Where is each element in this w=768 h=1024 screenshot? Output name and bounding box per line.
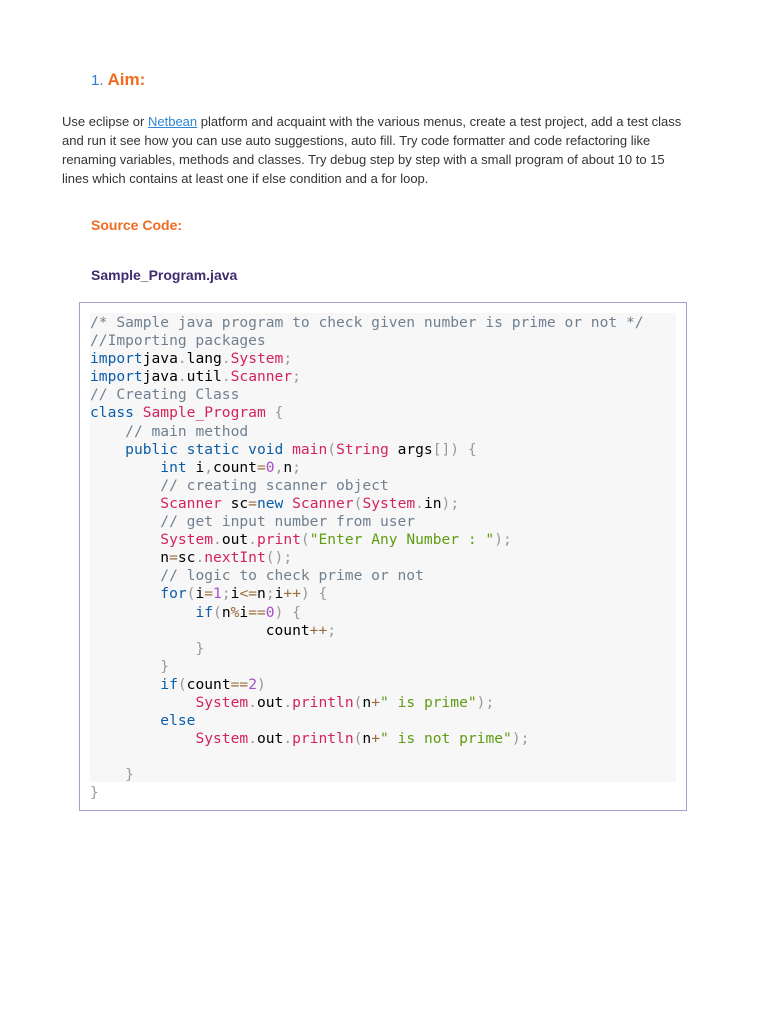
code-token: for [160, 585, 187, 603]
code-token: ( [353, 494, 363, 512]
code-token: . [283, 730, 293, 748]
code-token: 0 [265, 458, 275, 476]
code-token: ( [177, 675, 187, 693]
code-token [90, 531, 160, 548]
code-token: i [195, 585, 205, 603]
code-token: n [283, 458, 293, 476]
code-token: System [362, 494, 416, 512]
code-token: . [248, 730, 257, 748]
code-token [90, 567, 160, 584]
code-token: ++ [309, 621, 328, 639]
code-token: + [371, 730, 381, 748]
code-token: class [90, 404, 134, 422]
code-token: out [221, 531, 249, 549]
code-token: ( [213, 603, 222, 621]
aim-heading [91, 70, 145, 90]
code-token: out [256, 730, 284, 748]
code-token: n [362, 693, 372, 711]
code-token: count [186, 675, 231, 693]
code-token: /* Sample java program to check given number is prime or not */ [90, 314, 644, 331]
code-token: . [415, 494, 424, 512]
code-token: , [204, 458, 214, 476]
code-token: } [195, 639, 205, 657]
aim-number: 1. [91, 72, 104, 89]
code-line [90, 640, 644, 658]
code-token [90, 640, 195, 657]
code-token: ; [327, 621, 337, 639]
code-token: count [90, 621, 310, 639]
code-token [90, 495, 160, 512]
code-token: . [213, 531, 222, 549]
code-token: args [388, 440, 433, 458]
code-token: ( [353, 693, 363, 711]
code-token [134, 404, 143, 421]
code-token: if [195, 603, 214, 621]
code-token: Scanner [160, 494, 222, 512]
code-token [90, 423, 125, 440]
code-token: . [221, 368, 231, 386]
code-token: Scanner [230, 368, 293, 386]
code-token: main [292, 440, 328, 458]
code-token: // logic to check prime or not [160, 567, 424, 585]
code-token: ); [476, 693, 495, 711]
code-token: n [362, 730, 372, 748]
code-line [90, 766, 644, 784]
code-token: " is not prime" [380, 730, 512, 748]
code-token: n [221, 603, 231, 621]
code-token: i [239, 603, 249, 621]
code-line [90, 730, 644, 748]
description-text-before: Use eclipse or [62, 114, 148, 129]
code-token [90, 766, 125, 783]
code-token: nextInt [204, 549, 266, 567]
code-line [90, 712, 644, 730]
code-token: { [265, 404, 284, 422]
code-line [90, 567, 644, 585]
code-token: int [160, 458, 187, 476]
code-token: ; [292, 458, 301, 476]
code-token: sc [221, 494, 249, 512]
code-token: ) { [300, 585, 328, 603]
code-line [90, 622, 644, 640]
code-line [90, 748, 644, 766]
code-token: ; [283, 350, 293, 368]
code-token: } [125, 766, 134, 784]
code-token: . [248, 693, 257, 711]
code-token: lang [186, 350, 222, 368]
code-token: 0 [265, 603, 275, 621]
code-token: ++ [283, 585, 301, 603]
code-token: ); [494, 531, 512, 549]
code-line [90, 441, 644, 459]
code-token: ) [256, 675, 266, 693]
code-token: % [230, 603, 240, 621]
code-token [90, 585, 160, 602]
code-token: ( [353, 730, 363, 748]
code-token [283, 441, 292, 458]
code-token: Scanner [292, 494, 354, 512]
source-code-heading: Source Code: [91, 217, 183, 233]
code-token: System [230, 350, 284, 368]
code-token [90, 513, 160, 530]
code-line [90, 658, 644, 676]
code-token: . [221, 350, 231, 368]
code-token: 2 [248, 675, 257, 693]
code-token: System [195, 693, 249, 711]
code-block [79, 302, 687, 811]
code-token: in [423, 494, 442, 512]
code-token: + [371, 693, 381, 711]
code-line [90, 694, 644, 712]
code-token: n [257, 585, 266, 603]
code-token [90, 477, 160, 494]
code-token: == [248, 603, 266, 621]
code-token: ( [327, 440, 337, 458]
code-token: ) { [274, 603, 301, 621]
code-token: // Creating Class [90, 386, 240, 404]
code-line [90, 368, 644, 386]
code-token: System [195, 730, 249, 748]
code-line [90, 350, 644, 368]
code-token: // creating scanner object [160, 476, 389, 494]
code-token: i [230, 585, 240, 603]
code-token: 1 [213, 585, 222, 603]
code-line [90, 513, 644, 531]
code-token: println [292, 693, 354, 711]
code-line [90, 332, 644, 350]
code-line [90, 423, 644, 441]
code-token: print [256, 531, 301, 549]
code-token: []) { [432, 440, 477, 458]
code-lines [90, 314, 644, 803]
code-line [90, 585, 644, 603]
code-token: i [274, 585, 284, 603]
code-token: util [186, 368, 222, 386]
code-token: new [256, 494, 284, 512]
code-token: , [274, 458, 284, 476]
file-name-heading: Sample_Program.java [91, 267, 238, 283]
code-token: ); [441, 494, 460, 512]
code-token: else [160, 712, 196, 730]
code-token: //Importing packages [90, 332, 266, 350]
code-token: ( [186, 585, 196, 603]
code-token: = [204, 585, 214, 603]
code-token: i [186, 458, 205, 476]
code-token: . [283, 693, 293, 711]
code-token: . [248, 531, 257, 549]
code-token [90, 730, 195, 747]
code-token [90, 658, 160, 675]
code-token: System [160, 531, 214, 549]
code-token: <= [239, 585, 258, 603]
code-token: . [177, 350, 187, 368]
code-token: . [177, 368, 187, 386]
code-token: out [256, 693, 284, 711]
aim-description [62, 112, 682, 188]
code-line [90, 459, 644, 477]
code-token: import [90, 350, 143, 368]
description-text-after: platform and acquaint with the various menus, create a test project, add a test class and run it see how you can use auto suggestions, auto fill. Try code formatter and code refactoring like renaming variables, methods and classes. Try debug step by step with a small program of about 10 to 15 lines which contains at least one if else condition and a for loop. [62, 114, 682, 186]
code-token: = [248, 494, 257, 512]
code-line [90, 676, 644, 694]
code-token: ( [300, 531, 310, 549]
code-token: count [213, 458, 257, 476]
code-token: // get input number from user [160, 513, 416, 531]
code-token: java [142, 368, 178, 386]
code-line [90, 531, 644, 549]
code-line [90, 549, 644, 567]
code-token: // main method [125, 422, 249, 440]
code-token: Sample_Program [142, 404, 266, 422]
aim-title: Aim: [107, 70, 146, 89]
code-token: if [160, 675, 178, 693]
code-token: println [292, 730, 354, 748]
code-line [90, 386, 644, 404]
code-token [90, 694, 195, 711]
code-token: ; [221, 585, 231, 603]
netbean-link[interactable]: Netbean [147, 114, 198, 129]
code-line [90, 404, 644, 422]
code-token [90, 712, 160, 729]
code-line [90, 604, 644, 622]
code-token: "Enter Any Number : " [309, 531, 495, 549]
code-token [90, 441, 125, 458]
code-token [90, 459, 160, 476]
code-token: ; [292, 368, 301, 386]
code-token: . [195, 549, 205, 567]
code-line [90, 477, 644, 495]
code-token: n [90, 549, 170, 567]
code-token: public static void [125, 440, 284, 458]
code-token: java [142, 350, 178, 368]
code-line [90, 495, 644, 513]
code-token [283, 495, 292, 512]
code-token: String [336, 440, 389, 458]
code-line [90, 314, 644, 332]
code-token: = [256, 458, 266, 476]
code-line [90, 784, 644, 802]
code-token: ; [265, 585, 275, 603]
code-token: } [90, 784, 99, 802]
code-token: } [160, 657, 170, 675]
code-token: = [169, 549, 178, 567]
code-token: " is prime" [380, 693, 477, 711]
code-token: == [230, 675, 249, 693]
code-token: import [90, 368, 143, 386]
code-token: sc [177, 549, 196, 567]
code-token: (); [265, 549, 293, 567]
code-token [90, 676, 160, 693]
code-token: ); [511, 730, 530, 748]
code-token [90, 604, 195, 621]
